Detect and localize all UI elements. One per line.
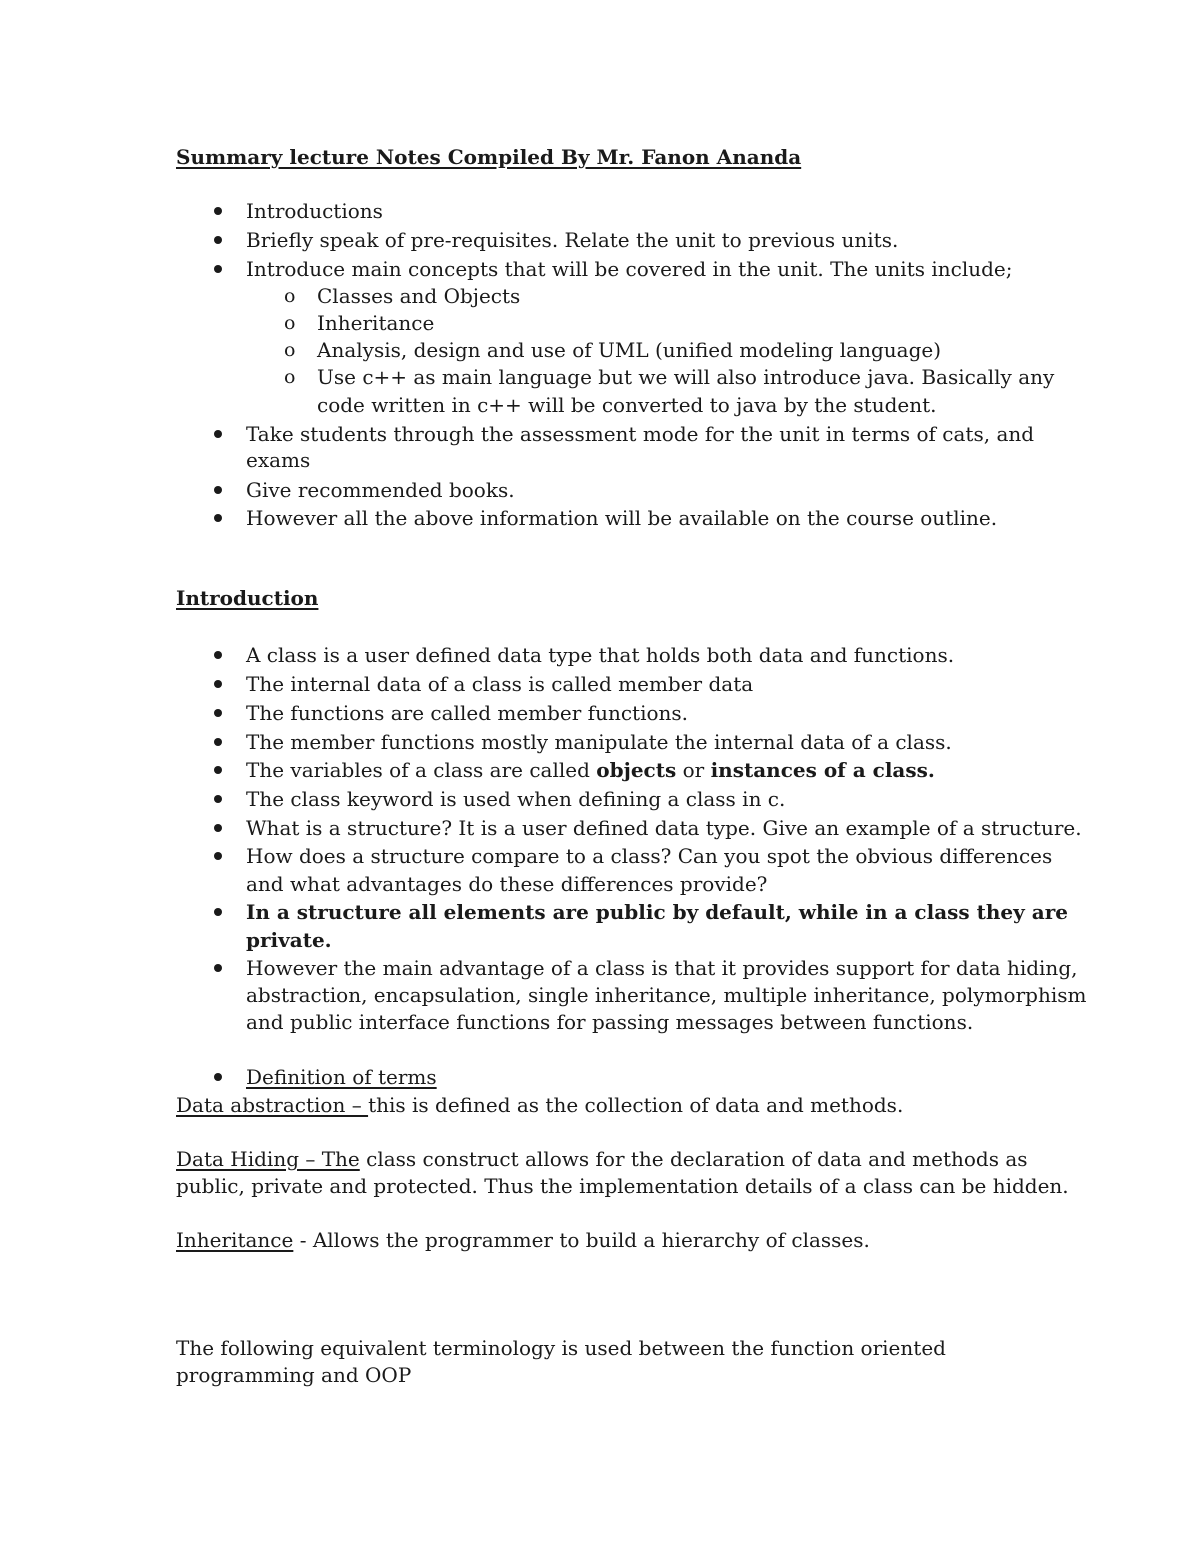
sub-bullet-marker: o — [284, 285, 296, 307]
list-item-variables — [246, 756, 935, 784]
definition-inheritance — [176, 1226, 870, 1254]
variables-text: The variables of a class are called — [246, 758, 597, 782]
definition-hiding — [176, 1145, 1028, 1173]
bold-term-objects: objects — [596, 758, 677, 782]
bold-term-instances: instances of a class. — [710, 758, 935, 782]
list-item-continuation: exams — [246, 448, 311, 472]
sub-bullet-marker: o — [284, 312, 296, 334]
bullet-marker — [214, 680, 222, 688]
list-item: Introduce main concepts that will be covered in the unit. The units include; — [246, 257, 1013, 281]
bullet-marker — [214, 964, 222, 972]
sub-list-item: Classes and Objects — [317, 284, 521, 308]
definition-abstraction — [176, 1091, 903, 1119]
closing-paragraph-continuation: programming and OOP — [176, 1363, 412, 1387]
bullet-marker — [214, 908, 222, 916]
list-item: Introductions — [246, 199, 383, 223]
bullet-marker — [214, 766, 222, 774]
bullet-marker — [214, 514, 222, 522]
sub-bullet-marker: o — [284, 366, 296, 388]
list-item: What is a structure? It is a user defined data type. Give an example of a structure. — [246, 816, 1082, 840]
bullet-marker — [214, 709, 222, 717]
list-item: The member functions mostly manipulate the internal data of a class. — [246, 730, 952, 754]
term-hiding: Data Hiding – The — [176, 1147, 360, 1171]
list-item: How does a structure compare to a class? Can you spot the obvious differences — [246, 844, 1053, 868]
definition-text: this is defined as the collection of data and methods. — [368, 1093, 904, 1117]
list-item: Take students through the assessment mode for the unit in terms of cats, and — [246, 422, 1035, 446]
bullet-marker — [214, 265, 222, 273]
bullet-marker — [214, 824, 222, 832]
bullet-marker — [214, 738, 222, 746]
list-item: Briefly speak of pre-requisites. Relate the unit to previous units. — [246, 228, 899, 252]
definition-hiding-continuation: public, private and protected. Thus the implementation details of a class can be hidden. — [176, 1174, 1069, 1198]
list-item-continuation: abstraction, encapsulation, single inheritance, multiple inheritance, polymorphism — [246, 983, 1087, 1007]
list-item: The class keyword is used when defining a class in c. — [246, 787, 786, 811]
bold-list-item: In a structure all elements are public by default, while in a class they are — [246, 900, 1068, 924]
list-item: The internal data of a class is called member data — [246, 672, 754, 696]
list-item: A class is a user defined data type that holds both data and functions. — [246, 643, 955, 667]
definitions-heading: Definition of terms — [246, 1065, 437, 1089]
section-heading: Introduction — [176, 586, 319, 610]
sub-list-item: Analysis, design and use of UML (unified modeling language) — [317, 338, 942, 362]
sub-bullet-marker: o — [284, 339, 296, 361]
sub-list-item: Inheritance — [317, 311, 435, 335]
document-title: Summary lecture Notes Compiled By Mr. Fanon Ananda — [176, 145, 802, 169]
closing-paragraph: The following equivalent terminology is used between the function oriented — [176, 1336, 946, 1360]
bullet-marker — [214, 1073, 222, 1081]
bullet-marker — [214, 236, 222, 244]
variables-connector: or — [676, 758, 711, 782]
sub-list-item: Use c++ as main language but we will also introduce java. Basically any — [317, 365, 1055, 389]
list-item: The functions are called member functions. — [246, 701, 689, 725]
term-abstraction: Data abstraction – — [176, 1093, 369, 1117]
bullet-marker — [214, 486, 222, 494]
list-item-continuation: and what advantages do these differences provide? — [246, 872, 768, 896]
bullet-marker — [214, 852, 222, 860]
sub-list-item-continuation: code written in c++ will be converted to java by the student. — [317, 393, 937, 417]
bullet-marker — [214, 651, 222, 659]
list-item: However the main advantage of a class is that it provides support for data hiding, — [246, 956, 1078, 980]
list-item: Give recommended books. — [246, 478, 515, 502]
list-item-continuation: and public interface functions for passing messages between functions. — [246, 1010, 974, 1034]
definition-text: class construct allows for the declaration of data and methods as — [359, 1147, 1028, 1171]
bullet-marker — [214, 795, 222, 803]
definition-text: - Allows the programmer to build a hierarchy of classes. — [293, 1228, 870, 1252]
list-item: However all the above information will be available on the course outline. — [246, 506, 998, 530]
bold-list-item-continuation: private. — [246, 928, 332, 952]
bullet-marker — [214, 207, 222, 215]
bullet-marker — [214, 430, 222, 438]
term-inheritance: Inheritance — [176, 1228, 294, 1252]
